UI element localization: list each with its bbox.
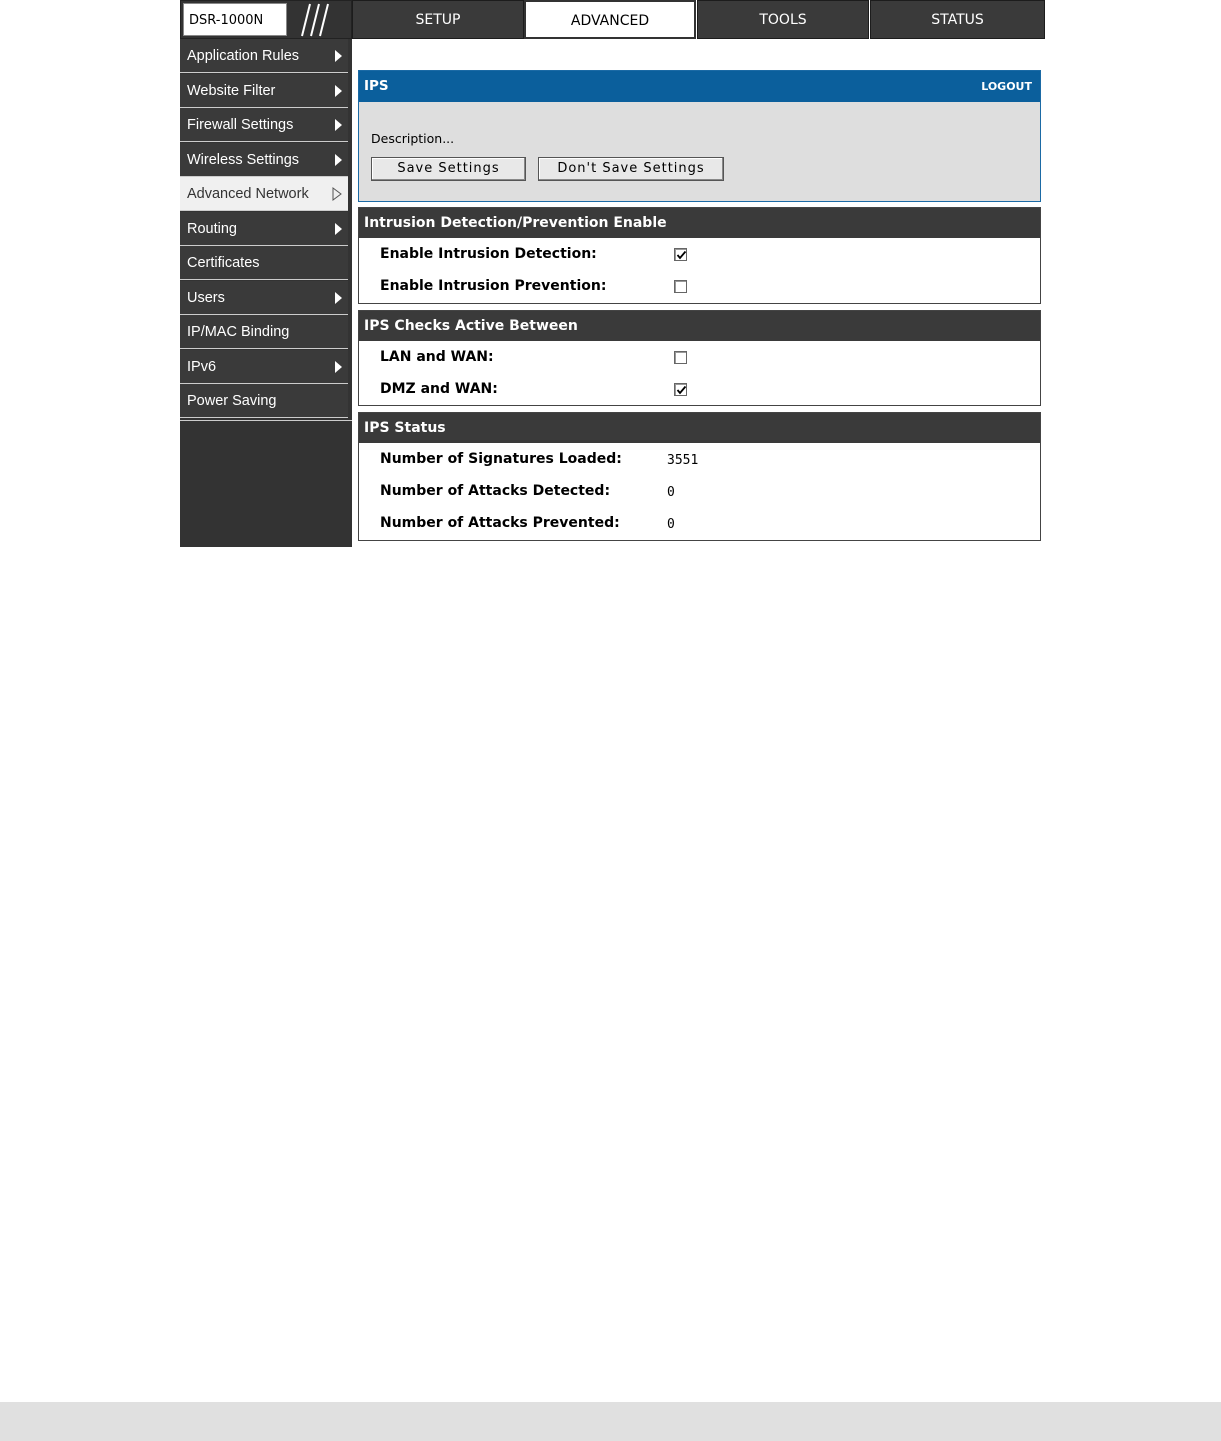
sidebar-item-power-saving[interactable] (180, 384, 348, 418)
brand-slashes-icon (290, 1, 350, 38)
sidebar-item-routing[interactable] (180, 212, 348, 246)
sidebar-item-label: Routing (187, 220, 237, 237)
enable-prevention-checkbox[interactable] (674, 280, 687, 293)
sidebar-item-label: IP/MAC Binding (187, 324, 290, 340)
section-ips-checks-active-between (358, 310, 1041, 406)
sidebar-filler (180, 420, 352, 547)
lan-wan-label: LAN and WAN: (380, 349, 494, 365)
chevron-right-outline-icon (331, 186, 343, 202)
sidebar-item-label: Power Saving (187, 393, 277, 409)
tab-tools[interactable]: TOOLS (697, 0, 869, 39)
sidebar-item-wireless-settings[interactable] (180, 143, 348, 177)
checkmark-icon (675, 384, 688, 397)
dont-save-settings-button[interactable]: Don't Save Settings (538, 157, 724, 181)
section-ips-status (358, 412, 1041, 541)
save-settings-button[interactable]: Save Settings (371, 157, 526, 181)
signatures-loaded-label: Number of Signatures Loaded: (380, 451, 622, 467)
sidebar (180, 39, 352, 547)
section-header: Intrusion Detection/Prevention Enable (359, 208, 1040, 238)
sidebar-item-advanced-network[interactable] (180, 177, 348, 211)
sidebar-item-label: Advanced Network (187, 186, 309, 202)
sidebar-item-users[interactable] (180, 281, 348, 315)
sidebar-item-certificates[interactable] (180, 246, 348, 280)
sidebar-item-firewall-settings[interactable] (180, 108, 348, 142)
logo-cell (180, 0, 352, 39)
description-text: Description... (371, 131, 455, 146)
sidebar-item-label: Application Rules (187, 48, 300, 64)
tab-setup[interactable]: SETUP (352, 0, 524, 39)
logout-link[interactable]: LOGOUT (981, 80, 1032, 93)
enable-detection-checkbox[interactable] (674, 248, 687, 261)
sidebar-item-ip-mac-binding[interactable] (180, 315, 348, 349)
footer-strip (0, 1402, 1221, 1441)
ips-panel-header (359, 71, 1040, 102)
sidebar-item-label: IPv6 (187, 358, 217, 375)
chevron-right-icon (335, 85, 342, 97)
enable-prevention-label: Enable Intrusion Prevention: (380, 278, 607, 294)
attacks-detected-label: Number of Attacks Detected: (380, 483, 611, 499)
device-model-label: DSR-1000N (183, 3, 287, 36)
attacks-detected-value: 0 (667, 485, 675, 500)
attacks-prevented-value: 0 (667, 517, 675, 532)
dmz-wan-label: DMZ and WAN: (380, 381, 498, 397)
ips-panel (358, 70, 1041, 202)
sidebar-item-label: Firewall Settings (187, 117, 294, 133)
checkmark-icon (675, 249, 688, 262)
sidebar-item-label: Wireless Settings (187, 151, 300, 168)
tab-status[interactable]: STATUS (870, 0, 1045, 39)
sidebar-item-label: Certificates (187, 255, 260, 271)
section-header: IPS Status (359, 413, 1040, 443)
sidebar-item-website-filter[interactable] (180, 74, 348, 108)
sidebar-item-label: Website Filter (187, 82, 276, 99)
sidebar-item-ipv6[interactable] (180, 350, 348, 384)
lan-wan-checkbox[interactable] (674, 351, 687, 364)
dmz-wan-checkbox[interactable] (674, 383, 687, 396)
chevron-right-icon (335, 292, 342, 304)
chevron-right-icon (335, 119, 342, 131)
section-ids-ips-enable (358, 207, 1041, 304)
enable-detection-label: Enable Intrusion Detection: (380, 246, 597, 262)
chevron-right-icon (335, 223, 342, 235)
attacks-prevented-label: Number of Attacks Prevented: (380, 515, 620, 531)
sidebar-item-label: Users (187, 289, 225, 306)
section-header: IPS Checks Active Between (359, 311, 1040, 341)
chevron-right-icon (335, 154, 342, 166)
chevron-right-icon (335, 361, 342, 373)
signatures-loaded-value: 3551 (667, 453, 699, 468)
sidebar-item-application-rules[interactable] (180, 39, 348, 73)
tab-advanced[interactable]: ADVANCED (524, 0, 696, 39)
chevron-right-icon (335, 50, 342, 62)
page-title: IPS (364, 78, 389, 94)
